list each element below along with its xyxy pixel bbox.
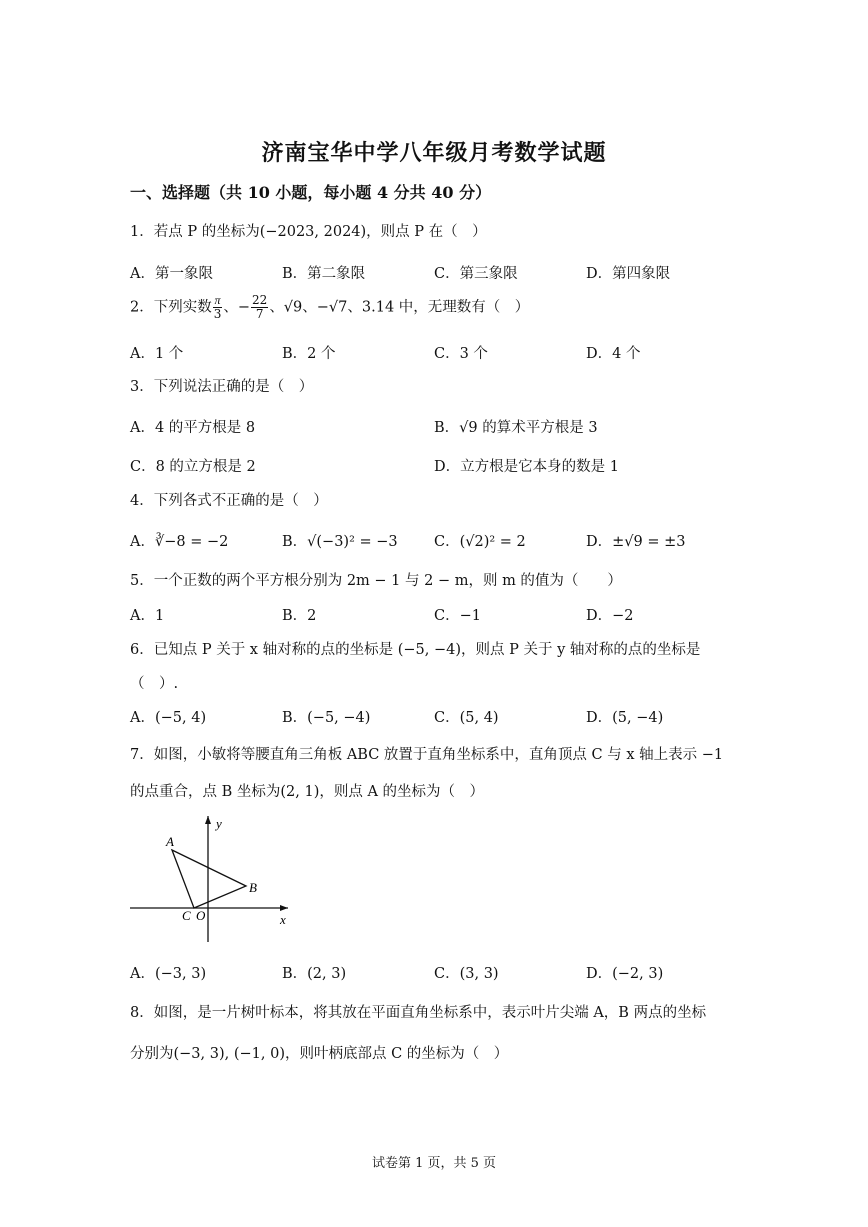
fraction-22-over-7: $\frac{22}{7}$: [252, 293, 268, 321]
question-2-prefix: 2．下列实数: [130, 299, 212, 316]
question-6-option-c[interactable]: C．(5, 4): [434, 710, 499, 726]
page-footer: 试卷第 1 页，共 5 页: [371, 1156, 497, 1171]
label-c: C: [182, 908, 191, 923]
section-heading: 一、选择题（共 10 小题，每小题 4 分共 40 分）: [130, 183, 492, 202]
question-5-option-b[interactable]: B．2: [282, 608, 317, 624]
question-5-option-a[interactable]: A．1: [130, 608, 165, 624]
question-1-option-c[interactable]: C．第三象限: [434, 266, 518, 282]
question-7-option-c[interactable]: C．(3, 3): [434, 966, 499, 982]
question-7-option-d[interactable]: D．(−2, 3): [586, 966, 664, 982]
question-2-rest: 、√9、−√7、3.14 中，无理数有（ ）: [269, 299, 530, 316]
label-b: B: [249, 880, 257, 895]
page-title: 济南宝华中学八年级月考数学试题: [261, 140, 607, 166]
question-4-option-a[interactable]: A．∛−8 = −2: [130, 534, 229, 550]
question-8-stem: 8．如图，是一片树叶标本，将其放在平面直角坐标系中，表示叶片尖端 A，B 两点的坐标: [130, 1005, 707, 1021]
y-axis-arrow: [205, 816, 211, 824]
question-3-option-c[interactable]: C．8 的立方根是 2: [130, 459, 256, 475]
question-6-stem-cont: （ ）.: [130, 676, 179, 692]
question-1-option-d[interactable]: D．第四象限: [586, 266, 671, 282]
question-3-option-a[interactable]: A．4 的平方根是 8: [130, 420, 256, 436]
question-7-stem: 7．如图，小敏将等腰直角三角板 ABC 放置于直角坐标系中，直角顶点 C 与 x 轴上表示 −1: [130, 747, 724, 763]
question-8-stem-cont: 分别为(−3, 3), (−1, 0)，则叶柄底部点 C 的坐标为（ ）: [130, 1046, 509, 1062]
question-6-option-d[interactable]: D．(5, −4): [586, 710, 664, 726]
question-3-option-b[interactable]: B．√9 的算术平方根是 3: [434, 420, 598, 436]
question-4-stem: 4．下列各式不正确的是（ ）: [130, 493, 328, 509]
question-4-option-b[interactable]: B．√(−3)² = −3: [282, 534, 398, 550]
question-2-option-a[interactable]: A．1 个: [130, 346, 184, 362]
question-5-option-c[interactable]: C．−1: [434, 608, 481, 624]
question-3-stem: 3．下列说法正确的是（ ）: [130, 379, 314, 395]
triangle-abc: [172, 850, 246, 908]
question-2-option-c[interactable]: C．3 个: [434, 346, 488, 362]
question-7-option-a[interactable]: A．(−3, 3): [130, 966, 207, 982]
question-6-stem: 6．已知点 P 关于 x 轴对称的点的坐标是 (−5, −4)，则点 P 关于 y 轴对称的点的坐标是: [130, 642, 701, 658]
triangle-coordinate-figure: [128, 812, 298, 948]
question-1-option-b[interactable]: B．第二象限: [282, 266, 366, 282]
question-2-separator: 、−: [223, 299, 251, 316]
label-o: O: [196, 908, 206, 923]
question-2-stem: [130, 294, 529, 321]
question-6-option-b[interactable]: B．(−5, −4): [282, 710, 371, 726]
question-3-option-d[interactable]: D．立方根是它本身的数是 1: [434, 459, 619, 475]
question-2-option-d[interactable]: D．4 个: [586, 346, 641, 362]
question-6-option-a[interactable]: A．(−5, 4): [130, 710, 207, 726]
question-2-option-b[interactable]: B．2 个: [282, 346, 336, 362]
question-4-option-c[interactable]: C．(√2)² = 2: [434, 534, 526, 550]
question-7-stem-cont: 的点重合，点 B 坐标为(2, 1)，则点 A 的坐标为（ ）: [130, 784, 485, 800]
question-4-option-d[interactable]: D．±√9 = ±3: [586, 534, 686, 550]
question-7-option-b[interactable]: B．(2, 3): [282, 966, 347, 982]
question-1-stem: 1．若点 P 的坐标为(−2023, 2024)，则点 P 在（ ）: [130, 224, 487, 240]
question-1-option-a[interactable]: A．第一象限: [130, 266, 213, 282]
question-5-option-d[interactable]: D．−2: [586, 608, 634, 624]
fraction-pi-over-3: $\frac{\pi}{3}$: [213, 293, 222, 321]
label-a: A: [166, 834, 174, 849]
x-axis-arrow: [280, 905, 288, 911]
label-y: y: [216, 816, 222, 831]
label-x: x: [280, 912, 286, 927]
question-5-stem: 5．一个正数的两个平方根分别为 2m − 1 与 2 − m，则 m 的值为（ ）: [130, 573, 622, 589]
